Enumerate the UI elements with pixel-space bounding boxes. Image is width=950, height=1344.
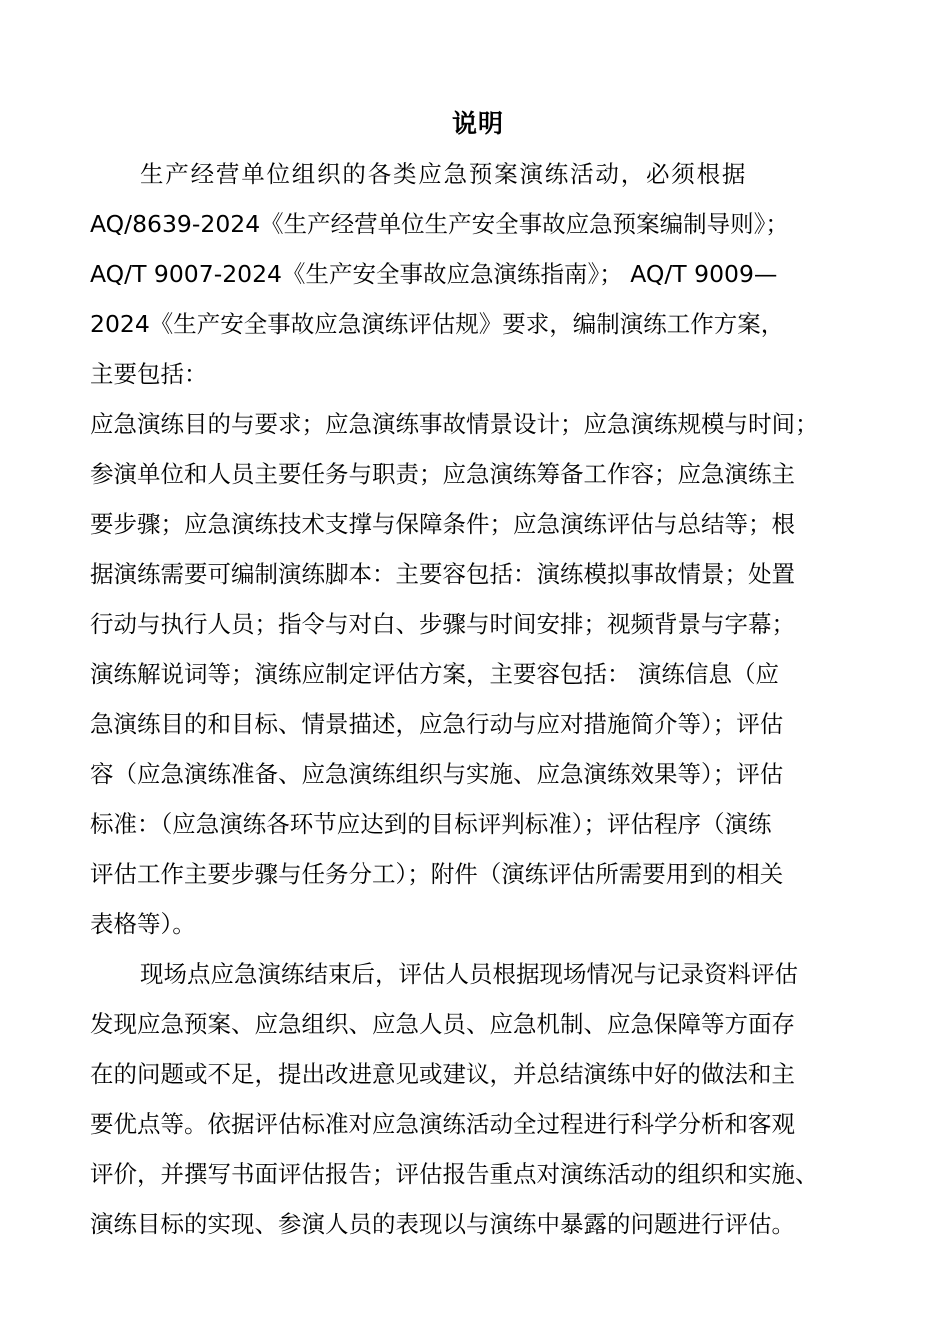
- paragraph-line: 急演练目的和目标、情景描述，应急行动与应对措施简介等）；评估: [90, 710, 784, 738]
- paragraph-line: 行动与执行人员；指令与对白、步骤与时间安排；视频背景与字幕；: [90, 610, 795, 638]
- paragraph-line: 容（应急演练准备、应急演练组织与实施、应急演练效果等）；评估: [90, 760, 784, 788]
- paragraph-line: AQ/T 9007-2024《生产安全事故应急演练指南》； AQ/T 9009—: [90, 260, 778, 288]
- paragraph-line: 应急演练目的与要求；应急演练事故情景设计；应急演练规模与时间；: [90, 410, 819, 438]
- paragraph-evaluation: [90, 949, 866, 1249]
- paragraph-line: 要优点等。依据评估标准对应急演练活动全过程进行科学分析和客观: [90, 1110, 795, 1138]
- paragraph-line: 评估工作主要步骤与任务分工）；附件（演练评估所需要用到的相关: [90, 860, 784, 888]
- paragraph-line: 演练解说词等；演练应制定评估方案，主要容包括： 演练信息（应: [90, 660, 779, 688]
- paragraph-line: 表格等）。: [90, 910, 196, 938]
- paragraph-line: 2024《生产安全事故应急演练评估规》要求，编制演练工作方案，: [90, 310, 785, 338]
- paragraph-line: AQ/8639-2024《生产经营单位生产安全事故应急预案编制导则》；: [90, 210, 789, 238]
- paragraph-line: 在的问题或不足，提出改进意见或建议，并总结演练中好的做法和主: [90, 1060, 795, 1088]
- paragraph-line: 演练目标的实现、参演人员的表现以与演练中暴露的问题进行评估。: [90, 1210, 795, 1238]
- paragraph-line: 标准：（应急演练各环节应达到的目标评判标准）；评估程序（演练: [90, 810, 772, 838]
- document-title: 说明: [451, 109, 504, 138]
- paragraph-line: 据演练需要可编制演练脚本：主要容包括：演练模拟事故情景；处置: [90, 560, 795, 588]
- paragraph-line: 发现应急预案、应急组织、应急人员、应急机制、应急保障等方面存: [90, 1010, 795, 1038]
- paragraph-line: 参演单位和人员主要任务与职责；应急演练筹备工作容；应急演练主: [90, 460, 795, 488]
- paragraph-line: 生产经营单位组织的各类应急预案演练活动，必须根据: [140, 160, 748, 188]
- paragraph-line: 要步骤；应急演练技术支撑与保障条件；应急演练评估与总结等；根: [90, 510, 795, 538]
- paragraph-standards: [90, 149, 866, 399]
- paragraph-line: 评价，并撰写书面评估报告；评估报告重点对演练活动的组织和实施、: [90, 1160, 819, 1188]
- paragraph-plan-contents: [90, 399, 866, 949]
- paragraph-line: 主要包括：: [90, 360, 208, 388]
- paragraph-line: 现场点应急演练结束后，评估人员根据现场情况与记录资料评估: [140, 960, 798, 988]
- document-page: [90, 104, 866, 1249]
